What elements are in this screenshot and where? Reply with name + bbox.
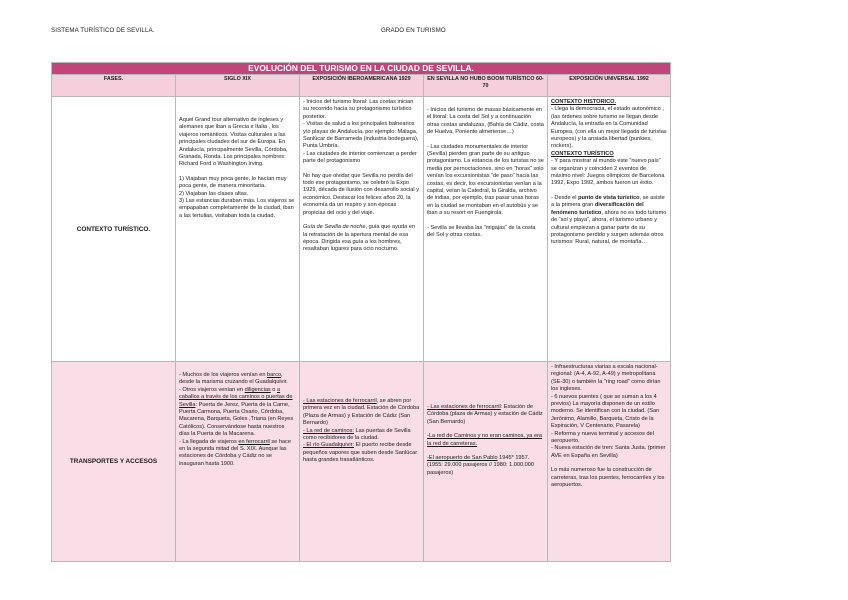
paragraph: - Sevilla se llevaba las “migajas” de la costa del Sol y otras costas. bbox=[427, 224, 536, 239]
cell-transportes-no-boom bbox=[424, 362, 548, 562]
paragraph bbox=[179, 372, 296, 387]
text-span: a caballos a través de los caminos o puertas de Sevilla bbox=[179, 386, 293, 408]
text-span: , se abren por primera vez en la ciudad. Estación de Córdoba (Plaza de Armas) y Estación de Cádiz (San Bernardo) bbox=[303, 398, 420, 427]
tourism-evolution-table bbox=[51, 62, 670, 562]
text-span: punto de vista turístico bbox=[578, 194, 640, 201]
paragraph bbox=[551, 195, 667, 247]
cell-contexto-siglo-xix bbox=[176, 97, 300, 362]
paragraph: 1) Viajaban muy poca gente, lo hacían muy poca gente, de manera minoritaria. bbox=[179, 175, 287, 190]
text-span: El puerto recibe desde pequeños vapores que suben desde Sanlúcar hasta grandes trasatlánticos. bbox=[303, 442, 418, 464]
paragraph: - Nueva estación de tren: Santa Justa. (primer AVE en España en Sevilla) bbox=[551, 445, 666, 459]
text-span: - Muchos de los viajeros venían en bbox=[179, 372, 267, 378]
text-span: se hace en la segunda mitad del S. XIX. Aunque las estaciones de Córdoba y Cádiz no se inauguran hasta 1900. bbox=[179, 438, 291, 467]
paragraph: - Reforma y nueva terminal y accesos del aeropuerto. bbox=[551, 430, 654, 445]
text-span: diversificación del fenómeno turístico bbox=[551, 202, 644, 216]
text-span: , ahora no es todo turismo de “sol y playa”, ahora, el turismo urbano y cultural empiezan a ganar parte de su protagonismo perdido y surgen además otros turismos: Rural, natural, de montaña… bbox=[551, 209, 667, 246]
paragraph bbox=[179, 439, 296, 469]
paragraph: Lo más numeroso fue la construcción de carreteras, tras los puentes, ferrocarriles y los aeropuertos. bbox=[551, 467, 665, 489]
paragraph: Aquel Grand tour alternativo de ingleses y alemanes que iban a Grecia e Italia , los viajeros románticos. Visitas culturales a las principales ciudades del sur de Europa. En Andalucía, principalmente Sevilla, Córdoba, Granada, Ronda. Los principales nombres: Richard Ford o Washington Irving. bbox=[179, 117, 288, 168]
paragraph: - Inicios del turismo de masas básicamente en el litoral: La costa del Sol y a continuación otras costas andaluzas, (Bahía de Cádiz, costa de Huelva, Poniente almeriense…) bbox=[427, 107, 544, 136]
paragraph bbox=[427, 455, 544, 477]
text-span: -El aeropuerto de San Pablo bbox=[427, 455, 498, 462]
heading-contexto-historico: CONTEXTO HISTORICO. bbox=[551, 99, 617, 105]
text-span: Las puertas de Sevilla como recibidores de la ciudad. bbox=[303, 427, 411, 442]
paragraph: - Las ciudades de interior comienzan a perder parte del protagonismo bbox=[303, 150, 417, 165]
guide-title: Guía de Sevilla de noche bbox=[303, 224, 366, 231]
text-span: - Las estaciones de ferrocarril bbox=[427, 404, 501, 410]
cell-transportes-expo-1992 bbox=[548, 362, 671, 562]
paragraph: - Y para mostrar al mundo este “nuevo país” se organizan y coinciden 2 eventos de máximo nivel: Juegos olímpicos de Barcelona 1992, Expo 1992, ambos fueron un éxito. bbox=[551, 158, 665, 187]
cell-contexto-expo-1929 bbox=[300, 97, 424, 362]
paragraph bbox=[427, 404, 544, 426]
text-span: : Estación de Córdoba (plaza de Armas) y estación de Cádiz (San Bernardo) bbox=[427, 404, 543, 425]
cell-transportes-siglo-xix bbox=[176, 362, 300, 562]
column-header-expo-1992: EXPOSICIÓN UNIVERSAL 1992 bbox=[548, 75, 671, 97]
column-header-siglo-xix: SIGLO XIX bbox=[176, 75, 300, 97]
column-header-expo-1929: EXPOSICIÓN IBEROAMERICANA 1929 bbox=[300, 75, 424, 97]
paragraph: - Inicios del turismo litoral: Las costas inician su recorrido hacia su protagonismo turístico posterior. bbox=[303, 99, 414, 120]
paragraph: 3) Las estancias duraban más. Los viajeros se empapaban completamente de la ciudad, iban a las tertulias, visitaban toda la ciudad. bbox=[179, 198, 295, 219]
text-span: barco bbox=[267, 372, 281, 378]
text-span: , guía que ayuda en la retratación de la apertura mental de esa época. Dirigida esa guía a los hombres, resaltaban lugares para ocio nocturno. bbox=[303, 224, 415, 253]
text-span: - La red de caminos: bbox=[303, 427, 354, 434]
paragraph bbox=[303, 398, 420, 428]
paragraph: - 6 nuevos puentes ( que se suman a los 4 previos) La mayoría disponen de un estilo moderno. Se identifican con la ciudad. (San Jerónimo, Alamillo, Barqueta, Cristo de la Expiración, V Centenario, Pasarela) bbox=[551, 393, 660, 430]
paragraph bbox=[303, 442, 420, 464]
paragraph bbox=[179, 387, 296, 439]
header-degree: GRADO EN TURISMO bbox=[381, 27, 446, 34]
cell-contexto-expo-1992 bbox=[548, 97, 671, 362]
paragraph: 2) Viajaban las clases altas. bbox=[179, 190, 249, 197]
heading-contexto-turistico: CONTEXTO TURÍSTICO bbox=[551, 150, 614, 157]
table-row bbox=[52, 362, 671, 562]
paragraph: No hay que olvidar que Sevilla no perdía del todo ese protagonismo, se celebró la Expo 1929, década de ilusión con desarrollo social y económico. Destacar los felices años 20, la economía da un respiro y son épocas propicias del ocio y del viaje. bbox=[303, 172, 419, 216]
table-title: EVOLUCIÓN DEL TURISMO EN LA CIUDAD DE SEVILLA. bbox=[52, 63, 671, 75]
text-span: - Desde el bbox=[551, 194, 579, 201]
column-header-fases: FASES. bbox=[52, 75, 176, 97]
cell-contexto-no-boom bbox=[424, 97, 548, 362]
paragraph: - Visitas de salud a los principales balnearios y/o playas de Andalucía, por ejemplo: Málaga, Sanlúcar de Barrameda (industria bodeguera), Punta Umbría. bbox=[303, 121, 419, 150]
table-row bbox=[52, 97, 671, 362]
cell-transportes-expo-1929 bbox=[300, 362, 424, 562]
column-header-row bbox=[52, 75, 671, 97]
text-span: - Otros viajeros venían en bbox=[179, 386, 245, 393]
text-span: diligencias bbox=[244, 386, 271, 393]
column-header-no-boom: EN SEVILLA NO HUBO BOOM TURÍSTICO 60-70 bbox=[424, 75, 548, 97]
paragraph: - Infraestructuras viarias a escala nacional- regional: (A-4, A-92, A-49) y metropolitana (SE-30) o también la “ring road” como dirían los ingleses. bbox=[551, 364, 661, 393]
text-span: 1945* 1957. (1955: 29.000 pasajeros // 1980: 1.000.000 pasajeros) bbox=[427, 455, 534, 476]
header-subject: SISTEMA TURÍSTICO DE SEVILLA. bbox=[51, 27, 155, 34]
row-label-transportes: TRANSPORTES Y ACCESOS bbox=[52, 362, 176, 562]
paragraph: -La red de Caminos y no eran caminos, ya era la red de carreteras. bbox=[427, 433, 543, 447]
text-span: en ferrocarril bbox=[238, 438, 270, 445]
paragraph: - Llega la democracia, el estado autonómico , (las órdenes sobre turismo se llegan desde Andalucía, la entrada en la Comunidad Europea, (con ella un mejor llegada de turistas europeos) y la ansiada libertad (punkies, rockers). bbox=[551, 106, 667, 150]
row-label-contexto: CONTEXTO TURÍSTICO. bbox=[52, 97, 176, 362]
text-span: - La llegada de viajeros bbox=[179, 438, 239, 445]
text-span: , desde la marisma cruzando el Guadalquivir. bbox=[179, 372, 288, 386]
text-span: , se asiste a la primera gran bbox=[551, 194, 665, 209]
paragraph: - Las ciudades monumentales de interior (Sevilla) pierden gran parte de su antiguo protagonismo. La estancia de los turistas no se media por pernoctaciones, sino en “horas” solo venían los excursionistas “de paso” hacia las costas, es decir, los excursionistas venían a la capital, veían la Catedral, la Giralda, archivo de indias, por ejemplo, tras pasar unas horas en la ciudad se montaban en el autobús y se iban a su resort en Fuengirola. bbox=[427, 143, 544, 217]
paragraph bbox=[303, 224, 420, 254]
text-span: : Puerta de Jerez, Puerta de la Carne, Puerta Carmona, Puerta Osario, Córdoba, Macarena, Barqueta, Goles ,Triana (en Reyes Católicos). Conservándose hasta nuestros días la Puerta de la Macarena. bbox=[179, 401, 294, 438]
text-span: - Las estaciones de ferrocarril bbox=[303, 398, 377, 404]
text-span: o bbox=[270, 386, 277, 393]
text-span: - El río Guadalquivir: bbox=[303, 442, 354, 449]
paragraph bbox=[303, 428, 420, 443]
